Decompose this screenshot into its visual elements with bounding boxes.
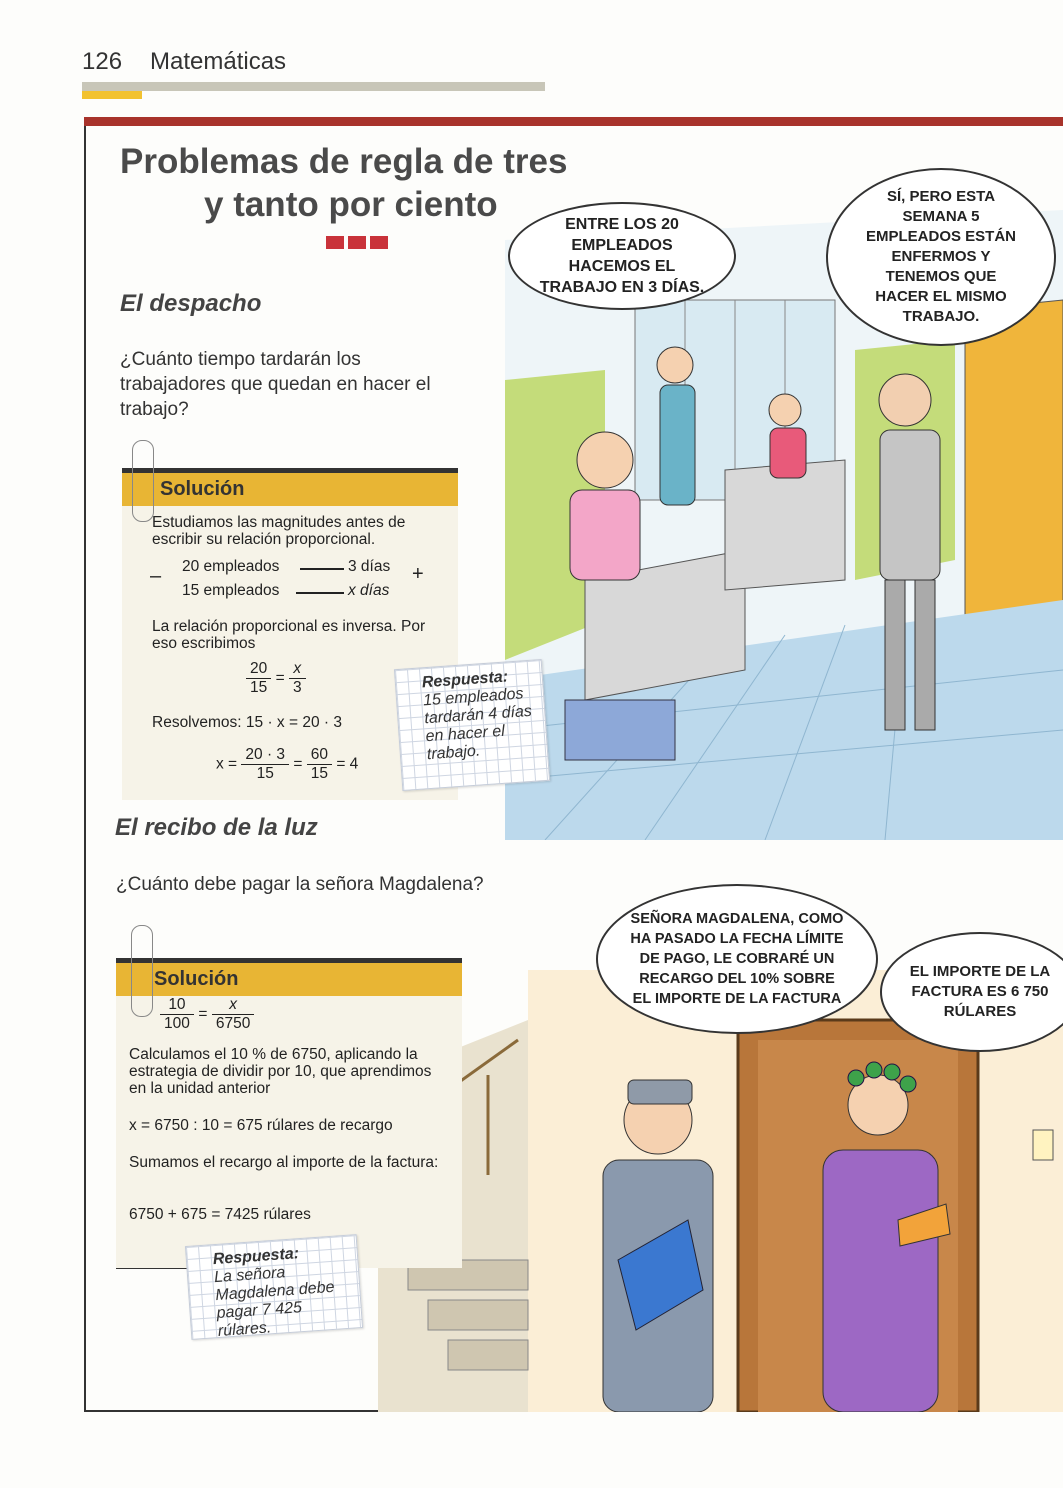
header-rule [82,82,545,91]
plus-sign: + [412,563,424,585]
question-despacho: ¿Cuánto tiempo tardarán los trabajadores que quedan en hacer el trabajo? [120,349,431,420]
equals-sign: = [275,669,285,687]
frac-denominator: 6750 [215,1015,251,1032]
solution-2-p1: Calculamos el 10 % de 6750, aplicando la estrategia de dividir por 10, que aprendimos en la unidad anterior [129,1046,432,1097]
answer-text: 15 empleados tardarán 4 días en hacer el trabajo. [422,685,533,764]
answer-label: Respuesta: [212,1245,300,1269]
heading-el-despacho: El despacho [120,290,262,317]
answer-label: Respuesta: [421,668,509,692]
row-2-left: 15 empleados [182,582,280,599]
frac-numerator: 20 [246,660,271,679]
speech-bubble-magdalena: EL IMPORTE DE LA FACTURA ES 6 750 RÚLARES [880,932,1063,1052]
result-equation [216,746,358,783]
speech-bubble-collector: SEÑORA MAGDALENA, COMO HA PASADO LA FECHA LÍMITE DE PAGO, LE COBRARÉ UN RECARGO DEL 10% SOBRE EL IMPORTE DE LA FACTURA [596,884,878,1034]
page-number: 126 [82,48,123,75]
eq-result: = 4 [336,755,359,773]
percentage-equation [160,996,254,1033]
row-2-right: x días [348,582,390,599]
frac-denominator: 100 [164,1015,190,1032]
row-2-dash [296,592,344,594]
frame-top-bar [84,117,1063,126]
minus-sign: – [150,565,162,587]
solution-2-bottom-rule [116,1268,196,1269]
row-1-dash [300,568,344,570]
title-decoration [326,236,392,254]
answer-note-1 [394,659,550,791]
frac-denominator: 15 [310,765,328,782]
frame-left-line [84,126,86,1412]
solution-bar-2: Solución [116,958,462,996]
solution-2-p3: Sumamos el recargo al importe de la factura: [129,1154,439,1171]
solution-1-resolve: Resolvemos: 15 · x = 20 · 3 [152,714,342,731]
answer-note-2 [185,1234,363,1340]
frac-numerator: 60 [307,746,332,765]
heading-recibo-luz: El recibo de la luz [115,814,318,841]
question-recibo: ¿Cuánto debe pagar la señora Magdalena? [116,874,484,895]
solution-bar-1: Solución [122,468,458,506]
section-title: Matemáticas [150,48,287,75]
solution-1-relation: La relación proporcional es inversa. Por eso escribimos [152,618,426,652]
title-line-1: Problemas de regla de tres [120,142,568,181]
paperclip-icon [132,440,154,522]
row-1-right: 3 días [348,558,391,575]
eq-x: x = [216,755,238,773]
frac-denominator: 15 [256,765,274,782]
solution-2-p2: x = 6750 : 10 = 675 rúlares de recargo [129,1117,393,1134]
header-accent [82,91,142,99]
frac-numerator: 20 · 3 [241,746,289,765]
frac-numerator: x [212,996,254,1015]
solution-1-intro: Estudiamos las magnitudes antes de escribir su relación proporcional. [152,514,406,548]
equals-sign: = [293,755,303,773]
frac-denominator: 3 [292,679,302,696]
title-line-2: y tanto por ciento [204,185,498,224]
row-1-left: 20 empleados [182,558,280,575]
frac-numerator: 10 [160,996,194,1015]
proportion-equation [246,660,306,697]
speech-bubble-employee: ENTRE LOS 20 EMPLEADOS HACEMOS EL TRABAJO EN 3 DÍAS. [508,202,736,310]
paperclip-icon [131,925,153,1017]
equals-sign: = [198,1005,208,1023]
frac-denominator: 15 [250,679,268,696]
speech-bubble-boss: SÍ, PERO ESTA SEMANA 5 EMPLEADOS ESTÁN ENFERMOS Y TENEMOS QUE HACER EL MISMO TRABAJO. [826,168,1056,346]
frac-numerator: x [289,660,306,679]
solution-2-p4: 6750 + 675 = 7425 rúlares [129,1206,311,1223]
answer-text: La señora Magdalena debe pagar 7 425 rúlares. [213,1264,335,1340]
